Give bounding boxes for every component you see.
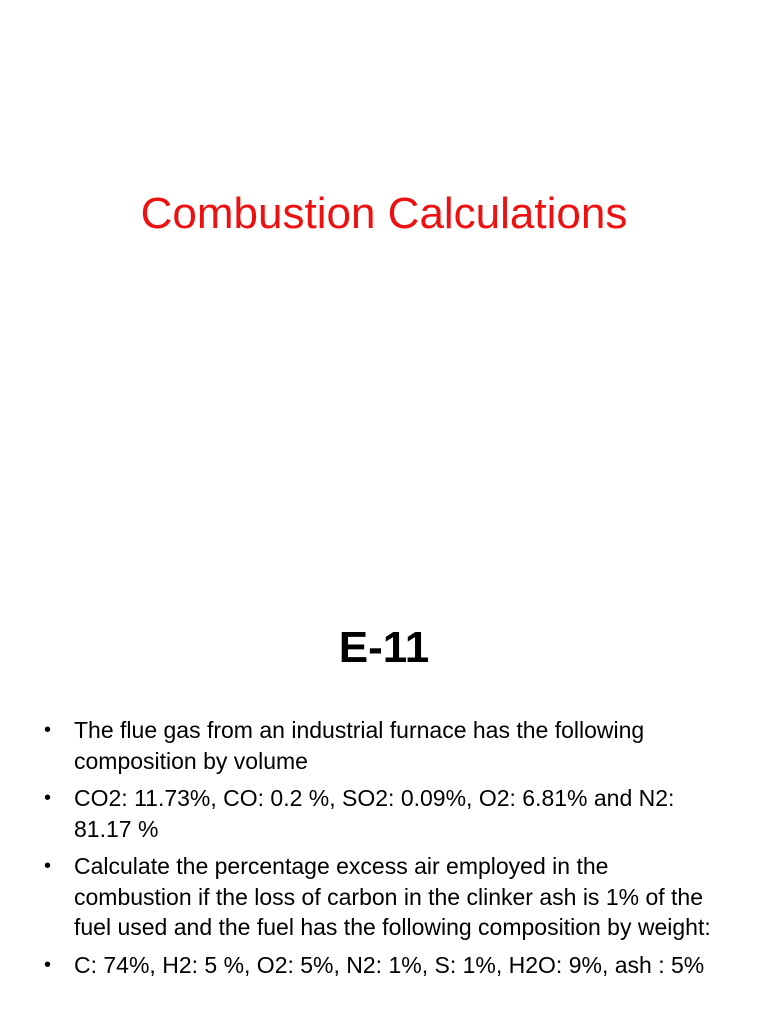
bullet-icon: •: [44, 953, 52, 976]
bullet-icon: •: [44, 855, 52, 877]
bullet-icon: •: [44, 787, 52, 809]
bullet-text: The flue gas from an industrial furnace has the following composition by volume: [74, 717, 645, 774]
bullet-item: [0, 851, 768, 943]
bullet-item: [0, 950, 768, 981]
slide-heading: E-11: [338, 623, 430, 672]
bullet-item: [0, 715, 768, 776]
bullet-list: [0, 715, 768, 987]
bullet-icon: •: [44, 719, 52, 741]
bullet-text: Calculate the percentage excess air employed in the combustion if the loss of carbon in the clinker ash is 1% of the fuel used and the fuel has the following composition by weight:: [74, 853, 711, 940]
bullet-text: C: 74%, H2: 5 %, O2: 5%, N2: 1%, S: 1%, H2O: 9%, ash : 5%: [74, 951, 705, 978]
slide-title: Combustion Calculations: [140, 189, 628, 238]
bullet-item: [0, 783, 768, 844]
bullet-text: CO2: 11.73%, CO: 0.2 %, SO2: 0.09%, O2: 6.81% and N2: 81.17 %: [74, 785, 675, 842]
